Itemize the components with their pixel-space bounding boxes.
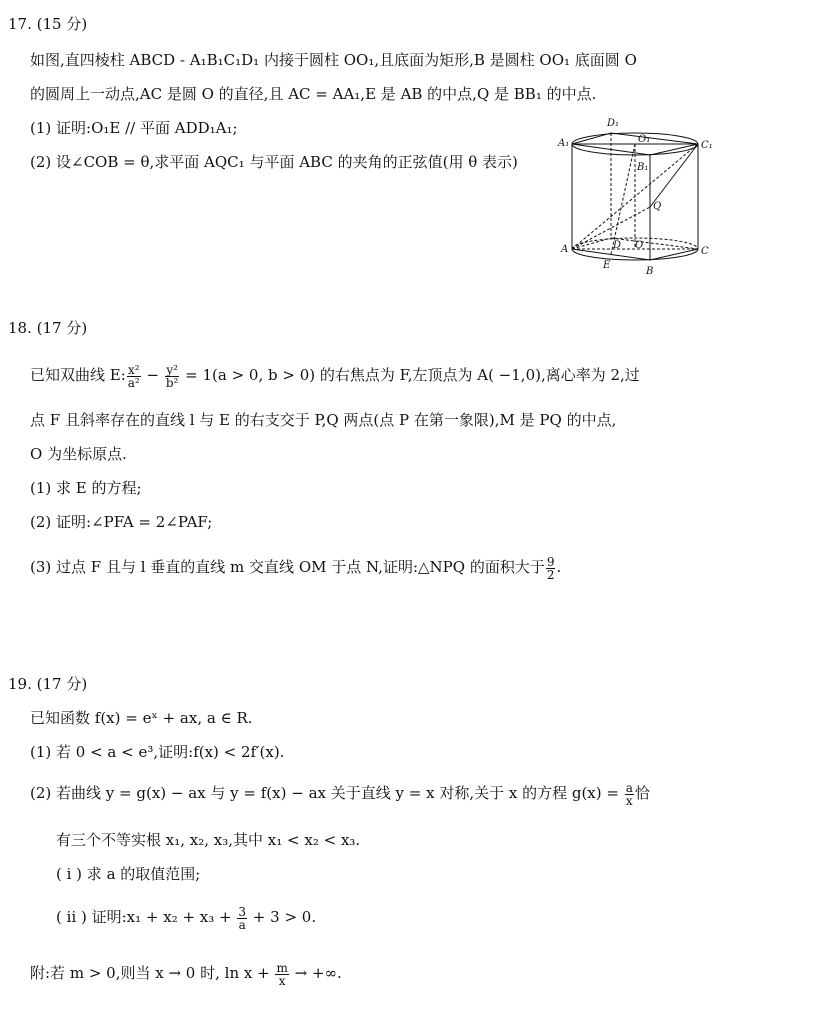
label-C1: C₁ bbox=[701, 140, 713, 151]
label-E: E bbox=[603, 260, 611, 271]
frac-num: a bbox=[625, 780, 633, 795]
problem-18-text-line-1 bbox=[30, 360, 640, 390]
q2-prefix: (2) 若曲线 y = g(x) − ax 与 y = f(x) − ax 关于直线 y = x 对称,关于 x 的方程 g(x) = bbox=[30, 784, 624, 802]
problem-17-header: 17. (15 分) bbox=[8, 15, 88, 33]
problem-19-question-2 bbox=[30, 778, 650, 808]
label-D1: D₁ bbox=[607, 118, 620, 129]
fraction-x2-a2 bbox=[127, 364, 141, 389]
frac-den: a bbox=[238, 917, 246, 932]
frac-num: 9 bbox=[546, 554, 555, 569]
fraction-a-x bbox=[625, 782, 634, 807]
fraction-9-2 bbox=[546, 556, 556, 581]
note-suffix: → +∞. bbox=[289, 964, 342, 982]
problem-17-text-line-1: 如图,直四棱柱 ABCD - A₁B₁C₁D₁ 内接于圆柱 OO₁,且底面为矩形,B 是圆柱 OO₁ 底面圆 O bbox=[30, 51, 637, 69]
problem-19-subquestion-i: ( ⅰ ) 求 a 的取值范围; bbox=[56, 865, 201, 883]
problem-17-question-1: (1) 证明:O₁E // 平面 ADD₁A₁; bbox=[30, 119, 238, 137]
label-D: D bbox=[613, 240, 622, 251]
fraction-3-a bbox=[237, 906, 247, 931]
label-Q: Q bbox=[653, 201, 662, 212]
q3-prefix: (3) 过点 F 且与 l 垂直的直线 m 交直线 OM 于点 N,证明:△NPQ 的面积大于 bbox=[30, 558, 545, 576]
p18-line1-suffix: = 1(a > 0, b > 0) 的右焦点为 F,左顶点为 A( −1,0),离心率为 2,过 bbox=[180, 366, 640, 384]
note-prefix: 附:若 m > 0,则当 x → 0 时, ln x + bbox=[30, 964, 275, 982]
minus-sign: − bbox=[141, 366, 164, 384]
problem-19-text-line-1: 已知函数 f(x) = eˣ + ax, a ∈ R. bbox=[30, 709, 253, 727]
problem-18-question-1: (1) 求 E 的方程; bbox=[30, 479, 142, 497]
problem-19-subquestion-ii bbox=[56, 902, 316, 932]
problem-18-question-3 bbox=[30, 552, 561, 582]
frac-num: 3 bbox=[238, 904, 247, 919]
qii-prefix: ( ⅱ ) 证明:x₁ + x₂ + x₃ + bbox=[56, 908, 237, 926]
problem-19-note bbox=[30, 958, 342, 988]
frac-num: x² bbox=[127, 362, 140, 377]
frac-den: a² bbox=[127, 375, 140, 390]
qii-suffix: + 3 > 0. bbox=[248, 908, 317, 926]
frac-den: x bbox=[278, 973, 286, 988]
p18-line1-prefix: 已知双曲线 E: bbox=[30, 366, 126, 384]
problem-17-text-line-2: 的圆周上一动点,AC 是圆 O 的直径,且 AC = AA₁,E 是 AB 的中点,Q 是 BB₁ 的中点. bbox=[30, 85, 597, 103]
q2-suffix: 恰 bbox=[634, 784, 650, 802]
fraction-m-x bbox=[275, 962, 288, 987]
problem-19-header: 19. (17 分) bbox=[8, 675, 88, 693]
label-O: O bbox=[635, 240, 644, 251]
problem-19-question-1: (1) 若 0 < a < e³,证明:f(x) < 2f′(x). bbox=[30, 743, 285, 761]
frac-num: m bbox=[276, 960, 288, 975]
label-C: C bbox=[701, 246, 709, 257]
label-A: A bbox=[561, 244, 569, 255]
q3-suffix: . bbox=[556, 558, 562, 576]
fraction-y2-b2 bbox=[165, 364, 180, 389]
frac-den: x bbox=[625, 793, 633, 808]
label-B: B bbox=[646, 266, 654, 277]
problem-19-question-2-line-2: 有三个不等实根 x₁, x₂, x₃,其中 x₁ < x₂ < x₃. bbox=[56, 831, 361, 849]
problem-18-text-line-2: 点 F 且斜率存在的直线 l 与 E 的右支交于 P,Q 两点(点 P 在第一象限),M 是 PQ 的中点, bbox=[30, 411, 617, 429]
label-A1: A₁ bbox=[558, 138, 570, 149]
frac-num: y² bbox=[166, 362, 178, 377]
problem-17-question-2: (2) 设∠COB = θ,求平面 AQC₁ 与平面 ABC 的夹角的正弦值(用 θ 表示) bbox=[30, 153, 518, 171]
label-O1: O₁ bbox=[638, 134, 651, 145]
frac-den: 2 bbox=[546, 567, 555, 582]
cylinder-prism-figure bbox=[555, 112, 720, 282]
frac-den: b² bbox=[165, 375, 179, 390]
problem-18-text-line-3: O 为坐标原点. bbox=[30, 445, 127, 463]
label-B1: B₁ bbox=[637, 162, 649, 173]
problem-18-header: 18. (17 分) bbox=[8, 319, 88, 337]
problem-18-question-2: (2) 证明:∠PFA = 2∠PAF; bbox=[30, 513, 213, 531]
